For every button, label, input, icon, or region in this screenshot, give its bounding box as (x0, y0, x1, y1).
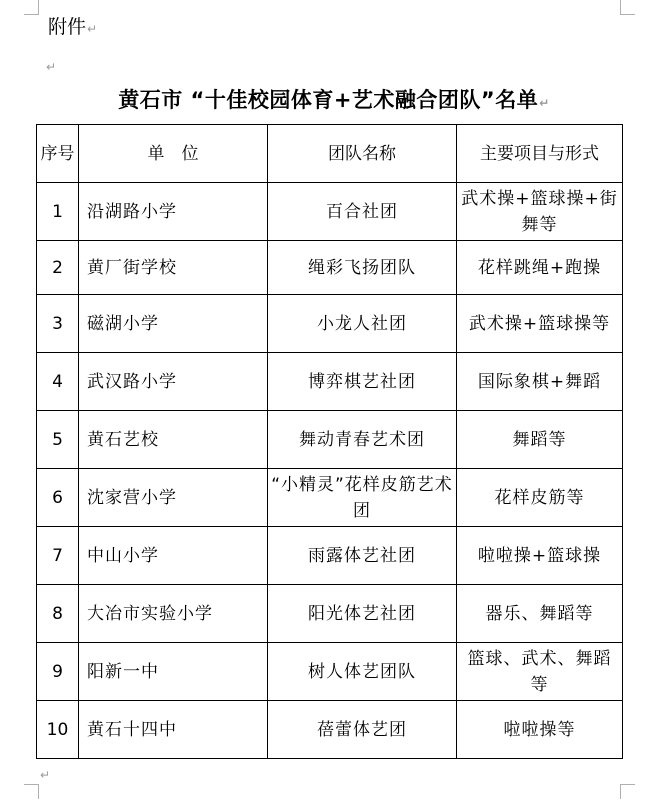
team-cell: 雨露体艺社团 (268, 527, 457, 585)
item-cell: 器乐、舞蹈等 (457, 585, 623, 643)
table-row (37, 295, 623, 353)
unit-cell: 武汉路小学 (79, 353, 268, 411)
unit-cell: 阳新一中 (79, 643, 268, 701)
item-cell: 武术操+篮球操等 (457, 295, 623, 353)
unit-cell: 黄厂街学校 (79, 241, 268, 295)
index-cell: 4 (37, 353, 79, 411)
table-row (37, 469, 623, 527)
unit-cell: 沿湖路小学 (79, 183, 268, 241)
table-row (37, 585, 623, 643)
item-cell: 篮球、武术、舞蹈等 (457, 643, 623, 701)
unit-cell: 大冶市实验小学 (79, 585, 268, 643)
table-row (37, 643, 623, 701)
item-cell: 国际象棋+舞蹈 (457, 353, 623, 411)
table-row (37, 183, 623, 241)
team-cell: 阳光体艺社团 (268, 585, 457, 643)
item-cell: 啦啦操+篮球操 (457, 527, 623, 585)
index-cell: 6 (37, 469, 79, 527)
crop-mark-top-left (24, 0, 39, 15)
unit-cell: 沈家营小学 (79, 469, 268, 527)
paragraph-mark-icon: ↵ (46, 60, 57, 74)
crop-mark-bottom-right (620, 784, 635, 799)
table-row (37, 527, 623, 585)
table-row (37, 353, 623, 411)
document-title (0, 84, 668, 114)
table-header-row (37, 125, 623, 183)
unit-cell: 黄石艺校 (79, 411, 268, 469)
unit-cell: 磁湖小学 (79, 295, 268, 353)
paragraph-mark-icon: ↵ (87, 22, 98, 36)
paragraph-mark-icon: ↵ (40, 768, 51, 782)
table-row (37, 701, 623, 759)
item-cell: 花样皮筋等 (457, 469, 623, 527)
paragraph-mark-icon: ↵ (539, 96, 550, 110)
team-cell: 百合社团 (268, 183, 457, 241)
index-cell: 2 (37, 241, 79, 295)
unit-cell: 中山小学 (79, 527, 268, 585)
index-cell: 1 (37, 183, 79, 241)
unit-cell: 黄石十四中 (79, 701, 268, 759)
team-cell: 小龙人社团 (268, 295, 457, 353)
index-cell: 7 (37, 527, 79, 585)
attachment-text: 附件 (48, 16, 87, 38)
team-cell: 舞动青春艺术团 (268, 411, 457, 469)
header-index: 序号 (37, 125, 79, 183)
title-text: 黄石市 “十佳校园体育+艺术融合团队”名单 (118, 88, 539, 112)
table-row (37, 411, 623, 469)
team-cell: “小精灵”花样皮筋艺术团 (268, 469, 457, 527)
team-cell: 蓓蕾体艺团 (268, 701, 457, 759)
index-cell: 8 (37, 585, 79, 643)
index-cell: 10 (37, 701, 79, 759)
header-unit: 单 位 (79, 125, 268, 183)
teams-table (36, 124, 623, 759)
item-cell: 啦啦操等 (457, 701, 623, 759)
item-cell: 武术操+篮球操+街舞等 (457, 183, 623, 241)
index-cell: 3 (37, 295, 79, 353)
team-cell: 博弈棋艺社团 (268, 353, 457, 411)
team-cell: 绳彩飞扬团队 (268, 241, 457, 295)
table-row (37, 241, 623, 295)
crop-mark-top-right (620, 0, 635, 15)
item-cell: 舞蹈等 (457, 411, 623, 469)
item-cell: 花样跳绳+跑操 (457, 241, 623, 295)
attachment-label (48, 12, 97, 39)
crop-mark-bottom-left (24, 784, 39, 799)
team-cell: 树人体艺团队 (268, 643, 457, 701)
header-item: 主要项目与形式 (457, 125, 623, 183)
index-cell: 5 (37, 411, 79, 469)
index-cell: 9 (37, 643, 79, 701)
header-team: 团队名称 (268, 125, 457, 183)
